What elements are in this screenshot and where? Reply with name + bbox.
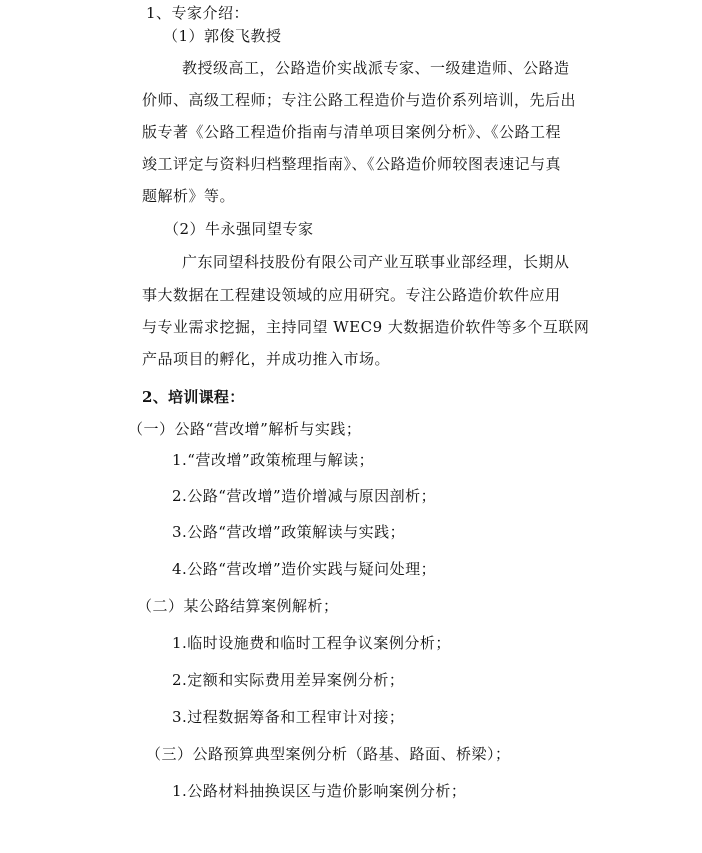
module-item: 2.公路“营改增”造价增减与原因剖析； <box>172 487 437 505</box>
module-title: （三）公路预算典型案例分析（路基、路面、桥梁）； <box>146 745 511 763</box>
section1-heading: 1、专家介绍： <box>146 4 250 22</box>
expert2-bio-line: 事大数据在工程建设领域的应用研究。专注公路造价软件应用 <box>142 286 561 304</box>
module-item: 3.过程数据筹备和工程审计对接； <box>172 708 405 726</box>
expert1-bio-line: 竣工评定与资料归档整理指南》、《公路造价师较图表速记与真 <box>142 155 562 173</box>
expert1-bio-line: 题解析》等。 <box>142 187 236 205</box>
expert1-bio-line: 版专著《公路工程造价指南与清单项目案例分析》、《公路工程 <box>142 123 562 141</box>
module-item: 4.公路“营改增”造价实践与疑问处理； <box>172 560 437 578</box>
section2-heading: 2、培训课程： <box>142 388 245 406</box>
module-title: （一）公路“营改增”解析与实践； <box>128 420 362 438</box>
expert1-bio-line: 价师、高级工程师；专注公路工程造价与造价系列培训，先后出 <box>142 91 577 109</box>
module-item: 1.“营改增”政策梳理与解读； <box>172 451 375 469</box>
module-item: 1.临时设施费和临时工程争议案例分析； <box>172 634 451 652</box>
expert1-bio-line: 教授级高工，公路造价实战派专家、一级建造师、公路造 <box>182 59 570 77</box>
expert1-name: （1）郭俊飞教授 <box>163 27 282 45</box>
expert2-bio-line: 产品项目的孵化，并成功推入市场。 <box>142 350 391 368</box>
expert2-bio-line: 广东同望科技股份有限公司产业互联事业部经理，长期从 <box>182 253 570 271</box>
module-item: 2.定额和实际费用差异案例分析； <box>172 671 405 689</box>
module-item: 1.公路材料抽换误区与造价影响案例分析； <box>172 782 467 800</box>
expert2-name: （2）牛永强同望专家 <box>164 220 314 238</box>
module-item: 3.公路“营改增”政策解读与实践； <box>172 523 406 541</box>
expert2-bio-line: 与专业需求挖掘，主持同望 WEC9 大数据造价软件等多个互联网 <box>142 318 590 336</box>
module-title: （二）某公路结算案例解析； <box>137 597 339 615</box>
